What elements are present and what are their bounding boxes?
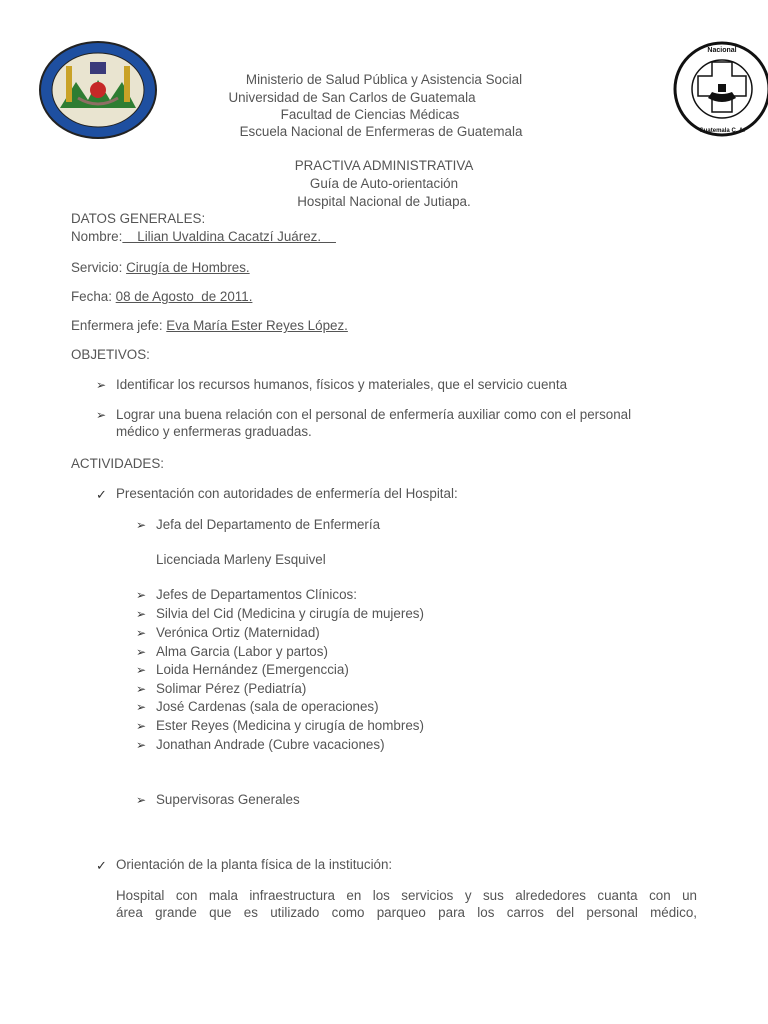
svg-text:Guatemala C. A.: Guatemala C. A.	[699, 128, 745, 134]
arrow-bullet-icon: ➢	[96, 378, 107, 392]
hospital-name: Hospital Nacional de Jutiapa.	[297, 194, 471, 209]
document-title: PRACTIVA ADMINISTRATIVA	[294, 158, 474, 173]
document-subtitle: Guía de Auto-orientación	[309, 176, 459, 191]
activity-1: Presentación con autoridades de enfermería del Hospital:	[116, 486, 458, 501]
list-item: Silvia del Cid (Medicina y cirugía de mujeres)	[156, 606, 424, 621]
name-label: Nombre:	[71, 229, 123, 244]
list-item: Jefes de Departamentos Clínicos:	[156, 587, 357, 602]
general-data-heading: DATOS GENERALES:	[71, 211, 206, 226]
department-head-name: Licenciada Marleny Esquivel	[156, 552, 326, 567]
activity-2-paragraph-line-2: área grande que es utilizado como parqueo para los carros del personal médico,	[116, 905, 697, 920]
activity-2-paragraph-line-1: Hospital con mala infraestructura en los servicios y sus alrededores cuanta con un	[116, 888, 697, 903]
arrow-bullet-icon: ➢	[136, 700, 147, 714]
list-item: Jonathan Andrade (Cubre vacaciones)	[156, 737, 385, 752]
list-item: Solimar Pérez (Pediatría)	[156, 681, 307, 696]
date-value: 08 de Agosto de 2011.	[115, 289, 253, 304]
arrow-bullet-icon: ➢	[136, 588, 147, 602]
school-line: Escuela Nacional de Enfermeras de Guatemala	[239, 124, 523, 139]
arrow-bullet-icon: ➢	[136, 719, 147, 733]
service-label: Servicio:	[71, 260, 123, 275]
svg-text:Nacional: Nacional	[707, 47, 737, 54]
ministry-line: Ministerio de Salud Pública y Asistencia Social	[245, 72, 523, 87]
objective-item-1: Identificar los recursos humanos, físicos y materiales, que el servicio cuenta	[116, 377, 568, 392]
name-row	[71, 229, 336, 244]
list-item: José Cardenas (sala de operaciones)	[156, 699, 379, 714]
arrow-bullet-icon: ➢	[136, 793, 147, 807]
chief-nurse-label: Enfermera jefe:	[71, 318, 163, 333]
checkmark-bullet-icon: ✓	[96, 487, 107, 502]
activity-2: Orientación de la planta física de la institución:	[116, 857, 393, 872]
objective-item-2-line-1: Lograr una buena relación con el personal de enfermería auxiliar como con el personal	[116, 407, 632, 422]
list-item: Verónica Ortiz (Maternidad)	[156, 625, 320, 640]
list-item: Alma Garcia (Labor y partos)	[156, 644, 328, 659]
arrow-bullet-icon: ➢	[136, 645, 147, 659]
chief-nurse-value: Eva María Ester Reyes López.	[166, 318, 348, 333]
list-item: Loida Hernández (Emergenccia)	[156, 662, 349, 677]
service-value: Cirugía de Hombres.	[126, 260, 250, 275]
arrow-bullet-icon: ➢	[96, 408, 107, 422]
arrow-bullet-icon: ➢	[136, 607, 147, 621]
date-row	[71, 289, 252, 304]
date-label: Fecha:	[71, 289, 112, 304]
objective-item-2-line-2: médico y enfermeras graduadas.	[116, 424, 312, 439]
arrow-bullet-icon: ➢	[136, 626, 147, 640]
arrow-bullet-icon: ➢	[136, 518, 147, 532]
university-line: Universidad de San Carlos de Guatemala	[228, 90, 476, 105]
chief-nurse-row	[71, 318, 348, 333]
faculty-line: Facultad de Ciencias Médicas	[280, 107, 460, 122]
arrow-bullet-icon: ➢	[136, 738, 147, 752]
list-item: Ester Reyes (Medicina y cirugía de hombres)	[156, 718, 424, 733]
department-head-title: Jefa del Departamento de Enfermería	[156, 517, 381, 532]
arrow-bullet-icon: ➢	[136, 663, 147, 677]
name-value: Lilian Uvaldina Cacatzí Juárez.	[122, 229, 336, 244]
supervisors-item: Supervisoras Generales	[156, 792, 300, 807]
service-row	[71, 260, 250, 275]
checkmark-bullet-icon: ✓	[96, 858, 107, 873]
activities-heading: ACTIVIDADES:	[71, 456, 165, 471]
objectives-heading: OBJETIVOS:	[71, 347, 150, 362]
arrow-bullet-icon: ➢	[136, 682, 147, 696]
